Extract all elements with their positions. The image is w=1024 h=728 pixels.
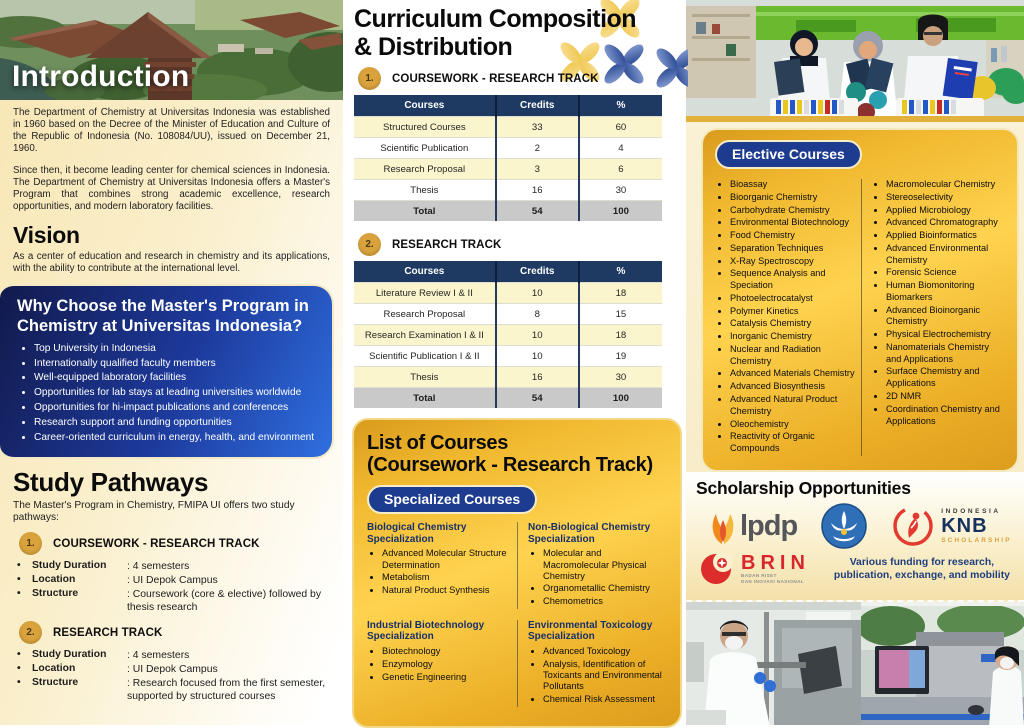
specialization-title: Biological Chemistry Specialization [367, 521, 467, 545]
lab-photo-right-illustration [861, 602, 1024, 725]
table-cell: 2 [496, 138, 579, 159]
table-cell: 30 [579, 367, 662, 388]
list-item: • Advanced Natural Product Chemistry [730, 394, 861, 418]
lpdp-flame-icon [708, 506, 738, 546]
list-item: • Advanced Bioinorganic Chemistry [886, 305, 1007, 329]
curriculum-title [354, 6, 682, 61]
table-cell: 100 [579, 201, 662, 222]
table-row [354, 283, 662, 304]
elective-list-right [871, 179, 1007, 427]
list-item: • Advanced Molecular Structure Determination [382, 548, 507, 570]
table-header-cell: Courses [354, 261, 496, 283]
knb-emblem-icon [891, 504, 935, 548]
list-item: • Natural Product Synthesis [382, 585, 507, 596]
section-1-name: COURSEWORK - RESEARCH TRACK [392, 72, 599, 85]
specialization-title: Industrial Biotechnology Specialization [367, 619, 485, 643]
list-item: • 2D NMR [886, 391, 1007, 403]
list-item: • Top University in Indonesia [34, 343, 319, 356]
list-item: • Separation Techniques [730, 243, 861, 255]
table-cell: Research Examination I & II [354, 325, 496, 346]
specialized-courses-pill: Specialized Courses [367, 485, 537, 514]
list-title-line1: List of Courses [367, 432, 509, 454]
list-item: • Career-oriented curriculum in energy, health, and environment [34, 432, 319, 445]
table-cell: 54 [496, 388, 579, 409]
list-item: • Carbohydrate Chemistry [730, 205, 861, 217]
why-choose-title: Why Choose the Master's Program in Chemistry at Universitas Indonesia? [17, 297, 309, 335]
specialization-biological [367, 522, 517, 609]
track-2-header [19, 621, 330, 644]
list-of-courses-card [352, 418, 682, 728]
table-cell: Literature Review I & II [354, 283, 496, 304]
left-panel [0, 0, 343, 725]
list-item: • Polymer Kinetics [730, 306, 861, 318]
list-item: • Food Chemistry [730, 230, 861, 242]
detail-value: : Coursework (core & elective) followed by thesis research [127, 589, 322, 614]
list-item: • Internationally qualified faculty members [34, 358, 319, 371]
detail-label: Location [32, 574, 76, 586]
table-cell: Scientific Publication I & II [354, 346, 496, 367]
list-item: • Biotechnology [382, 646, 507, 657]
knb-country-label: INDONESIA [941, 507, 1001, 515]
specialization-items [528, 646, 667, 705]
list-item: • Chemical Risk Assessment [543, 694, 667, 705]
scholarship-logos-row-2 [698, 551, 1024, 587]
specialization-title: Non-Biological Chemistry Specialization [528, 521, 651, 545]
funding-note: Various funding for research, publication, exchange, and mobility [833, 557, 1010, 581]
list-item: • Opportunities for lab stays at leading universities worldwide [34, 387, 319, 400]
detail-row [17, 663, 330, 676]
list-item: • Chemometrics [543, 596, 667, 607]
table-cell: 54 [496, 201, 579, 222]
list-item: • Catalysis Chemistry [730, 318, 861, 330]
brin-wordmark: BRIN [741, 552, 810, 575]
table-cell: 10 [496, 283, 579, 304]
detail-value: : UI Depok Campus [127, 664, 218, 676]
left-body [0, 100, 343, 707]
why-choose-box [0, 284, 334, 458]
brin-subtitle-line1: BADAN RISET [741, 573, 777, 579]
table-row [354, 159, 662, 180]
table-cell: 60 [579, 117, 662, 138]
list-item: • Advanced Toxicology [543, 646, 667, 657]
table-row [354, 346, 662, 367]
brin-logo [698, 551, 810, 587]
table-cell: 19 [579, 346, 662, 367]
elective-columns [715, 179, 1007, 456]
elective-column-left [715, 179, 861, 456]
brin-texts [741, 553, 810, 585]
specialization-title: Environmental Toxicology Specialization [528, 619, 653, 643]
specialization-non-biological [517, 522, 667, 609]
track-1-header [19, 532, 330, 555]
table-header-cell: Credits [496, 95, 579, 117]
elective-courses-pill: Elective Courses [715, 140, 862, 169]
detail-row [17, 649, 330, 662]
right-panel [686, 0, 1024, 725]
table-cell: 100 [579, 388, 662, 409]
table-cell: 10 [496, 346, 579, 367]
specialization-industrial [367, 620, 517, 707]
table-row [354, 138, 662, 159]
vision-text: As a center of education and research in chemistry and its applications, with the ability to contribute at the international level. [13, 251, 330, 275]
table-cell: 3 [496, 159, 579, 180]
bullet-dot: • [17, 574, 21, 586]
coursework-track-table [354, 95, 662, 221]
list-item: • Photoelectrocatalyst [730, 293, 861, 305]
bullet-dot: • [17, 649, 21, 661]
table-cell: Thesis [354, 367, 496, 388]
section-2-name: RESEARCH TRACK [392, 238, 502, 251]
scholarship-title: Scholarship Opportunities [696, 478, 911, 498]
track-2-name: RESEARCH TRACK [53, 626, 163, 639]
table-header-row [354, 261, 662, 283]
specialization-environmental [517, 620, 667, 707]
detail-label: Location [32, 663, 76, 675]
list-item: • Well-equipped laboratory facilities [34, 372, 319, 385]
detail-value: : 4 semesters [127, 561, 190, 573]
track-1-details [13, 560, 330, 614]
elective-column-right [861, 179, 1007, 456]
table-cell: Structured Courses [354, 117, 496, 138]
list-item: • Oleochemistry [730, 419, 861, 431]
list-item: • Coordination Chemistry and Applications [886, 404, 1007, 428]
list-item: • Advanced Environmental Chemistry [886, 243, 1007, 267]
track-2-number-badge: 2. [19, 621, 42, 644]
table-header-cell: Courses [354, 95, 496, 117]
scholarship-logos-row-1 [708, 503, 1024, 549]
lab-photo-instrument-left [686, 602, 861, 725]
specializations-grid [367, 522, 667, 707]
elective-courses-card [701, 128, 1019, 472]
table-cell: 6 [579, 159, 662, 180]
table-cell: Scientific Publication [354, 138, 496, 159]
specialization-items [367, 646, 507, 682]
specialization-items [367, 548, 507, 596]
list-item: • Organometallic Chemistry [543, 583, 667, 594]
elective-list-left [715, 179, 861, 455]
list-item: • Molecular and Macromolecular Physical Chemistry [543, 548, 667, 581]
lab-photo-instrument-right [861, 602, 1024, 725]
table-cell: 4 [579, 138, 662, 159]
table-header-row [354, 95, 662, 117]
list-item: • Genetic Engineering [382, 672, 507, 683]
scholarship-section [686, 472, 1024, 600]
lab-group-photo [686, 0, 1024, 122]
lpdp-wordmark: lpdp [740, 509, 798, 542]
table-cell: Research Proposal [354, 304, 496, 325]
knb-logo [891, 504, 1011, 548]
section-2-number-badge: 2. [358, 233, 381, 256]
list-item: • Reactivity of Organic Compounds [730, 431, 861, 455]
detail-value: : UI Depok Campus [127, 575, 218, 587]
bullet-dot: • [17, 677, 21, 689]
track-1-name: COURSEWORK - RESEARCH TRACK [53, 537, 260, 550]
list-item: • Forensic Science [886, 267, 1007, 279]
brin-subtitle-line2: DAN INOVASI NASIONAL [741, 579, 805, 584]
table-cell: Total [354, 388, 496, 409]
list-item: • Bioassay [730, 179, 861, 191]
list-item: • Surface Chemistry and Applications [886, 366, 1007, 390]
detail-value: : Research focused from the first semester, supported by structured courses [127, 678, 326, 703]
list-item: • Research support and funding opportunities [34, 417, 319, 430]
table-row [354, 325, 662, 346]
study-pathways-intro: The Master's Program in Chemistry, FMIPA UI offers two study pathways: [13, 499, 295, 524]
track-1-number-badge: 1. [19, 532, 42, 555]
list-title-line2: (Coursework - Research Track) [367, 454, 653, 477]
table-total-row [354, 201, 662, 222]
table-row [354, 117, 662, 138]
detail-row [17, 560, 330, 573]
table-cell: Total [354, 201, 496, 222]
study-pathways-title: Study Pathways [13, 466, 209, 497]
list-item: • Human Biomonitoring Biomarkers [886, 280, 1007, 304]
table-row [354, 304, 662, 325]
bullet-dot: • [17, 560, 21, 572]
list-item: • Metabolism [382, 572, 507, 583]
table-header-cell: % [579, 261, 662, 283]
bullet-dot: • [17, 588, 21, 600]
table-cell: Research Proposal [354, 159, 496, 180]
curriculum-title-line1: Curriculum Composition [354, 5, 637, 33]
why-choose-list [17, 343, 319, 445]
table-cell: 16 [496, 367, 579, 388]
ministry-emblem-icon [821, 503, 867, 549]
table-cell: 33 [496, 117, 579, 138]
detail-label: Study Duration [32, 560, 107, 572]
knb-wordmark: KNB [941, 515, 988, 537]
list-item: • Nuclear and Radiation Chemistry [730, 344, 861, 368]
bullet-dot: • [17, 663, 21, 675]
section-1-header [358, 67, 682, 90]
table-cell: 30 [579, 180, 662, 201]
list-item: • Inorganic Chemistry [730, 331, 861, 343]
list-item: • Environmental Biotechnology [730, 217, 861, 229]
section-2-header [358, 233, 682, 256]
table-row [354, 367, 662, 388]
detail-label: Study Duration [32, 649, 107, 661]
detail-label: Structure [32, 588, 79, 600]
vision-title: Vision [13, 222, 80, 249]
detail-row [17, 588, 330, 614]
intro-paragraph-2: Since then, it become leading center for chemical sciences in Indonesia. The Department of Chemistry at Universitas Indonesia offers a Master's Program that combines strong academic excellence, research opportunities, and modern laboratory facilities. [13, 164, 330, 212]
curriculum-title-line2: & Distribution [354, 32, 513, 61]
table-total-row [354, 388, 662, 409]
middle-content [352, 0, 682, 408]
section-1-number-badge: 1. [358, 67, 381, 90]
list-item: • Sequence Analysis and Speciation [730, 268, 861, 292]
list-item: • Advanced Biosynthesis [730, 381, 861, 393]
lab-photo-illustration [686, 0, 1024, 122]
list-item: • Advanced Chromatography [886, 217, 1007, 229]
list-item: • Applied Microbiology [886, 205, 1007, 217]
lpdp-logo [708, 506, 797, 546]
middle-panel [352, 0, 682, 725]
table-row [354, 180, 662, 201]
table-cell: 8 [496, 304, 579, 325]
detail-label: Structure [32, 677, 79, 689]
list-item: • Applied Bioinformatics [886, 230, 1007, 242]
knb-scholarship-label: SCHOLARSHIP [941, 537, 1012, 544]
list-item: • Opportunities for hi-impact publications and conferences [34, 402, 319, 415]
lab-photo-left-illustration [686, 602, 861, 725]
table-header-cell: % [579, 95, 662, 117]
detail-row [17, 574, 330, 587]
list-item: • Bioorganic Chemistry [730, 192, 861, 204]
list-item: • Advanced Materials Chemistry [730, 368, 861, 380]
list-item: • Nanomaterials Chemistry and Applications [886, 342, 1007, 366]
list-item: • Physical Electrochemistry [886, 329, 1007, 341]
table-cell: 16 [496, 180, 579, 201]
list-item: • X-Ray Spectroscopy [730, 256, 861, 268]
intro-paragraph-1: The Department of Chemistry at Universitas Indonesia was established in 1960 based on the Decree of the Minister of Education and Culture of the Republic of Indonesia (No. 108084/UU), issued on December 21, 1960. [13, 107, 330, 155]
list-of-courses-title [367, 432, 667, 477]
table-cell: 10 [496, 325, 579, 346]
track-2-details [13, 649, 330, 703]
detail-row [17, 677, 330, 703]
table-cell: 15 [579, 304, 662, 325]
list-item: • Analysis, Identification of Toxicants and Environmental Pollutants [543, 659, 667, 692]
lab-photos-row [686, 600, 1024, 725]
table-cell: Thesis [354, 180, 496, 201]
specialization-items [528, 548, 667, 607]
list-item: • Enzymology [382, 659, 507, 670]
knb-texts [941, 508, 1011, 544]
table-cell: 18 [579, 325, 662, 346]
table-cell: 18 [579, 283, 662, 304]
list-item: • Macromolecular Chemistry [886, 179, 1007, 191]
detail-value: : 4 semesters [127, 650, 190, 662]
list-item: • Stereoselectivity [886, 192, 1007, 204]
intro-title: Introduction [12, 60, 190, 93]
table-header-cell: Credits [496, 261, 579, 283]
brin-emblem-icon [698, 551, 734, 587]
research-track-table [354, 261, 662, 408]
